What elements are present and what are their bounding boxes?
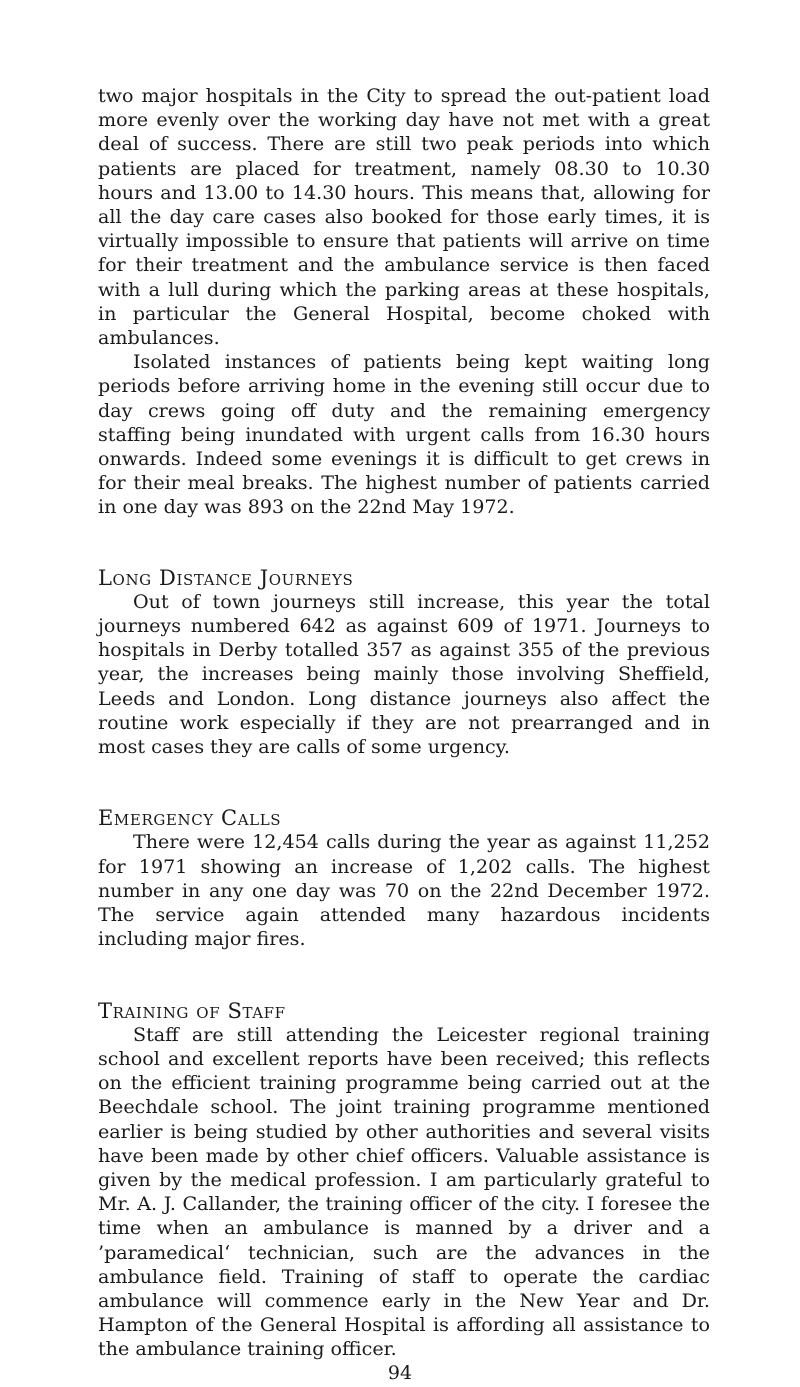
section-heading-training: Training of Staff [98, 998, 286, 1023]
intro-paragraph-1: two major hospitals in the City to spread the out-patient load more evenly over the working day have not met with a great deal of success. There are still two peak periods into which patients are placed for treatment, namely 08.30 to 10.30 hours and 13.00 to 14.30 hours. This means that, allowing for all the day care cases also booked for those early times, it is virtually impossible to ensure that patients will arrive on time for their treatment and the ambulance service is then faced with a lull during which the parking areas at these hospitals, in particular the General Hospital, become choked with ambulances. [98, 84, 710, 350]
emergency-paragraph: There were 12,454 calls during the year as against 11,252 for 1971 showing an increase of 1,202 calls. The highest number in any one day was 70 on the 22nd December 1972. The service again attended many hazardous incidents including major fires. [98, 830, 710, 951]
page-number: 94 [387, 1362, 413, 1384]
page-body [98, 84, 710, 1362]
intro-paragraph-2: Isolated instances of patients being kept waiting long periods before arriving home in the evening still occur due to day crews going off duty and the remaining emergency staffing being inundated with urgent calls from 16.30 hours onwards. Indeed some evenings it is difficult to get crews in for their meal breaks. The highest number of patients carried in one day was 893 on the 22nd May 1972. [98, 350, 710, 519]
section-heading-long-distance: Long Distance Journeys [98, 565, 354, 590]
long-distance-paragraph: Out of town journeys still increase, this year the total journeys numbered 642 as against 609 of 1971. Journeys to hospitals in Derby totalled 357 as against 355 of the previous year, the increases being mainly those involving Sheffield, Leeds and London. Long distance journeys also affect the routine work especially if they are not prearranged and in most cases they are calls of some urgency. [98, 589, 710, 759]
training-paragraph: Staff are still attending the Leicester regional training school and excellent reports have been received; this reflects on the efficient training programme being carried out at the Beechdale school. The joint training programme mentioned earlier is being studied by other authorities and several visits have been made by other chief officers. Valuable assistance is given by the medical profession. I am particularly grateful to Mr. A. J. Callander, the training officer of the city. I foresee the time when an ambulance is manned by a driver and a ’paramedical‘ technician, such are the advances in the ambulance field. Training of staff to operate the cardiac ambulance will commence early in the New Year and Dr. Hampton of the General Hospital is affording all assistance to the ambulance training officer. [98, 1022, 710, 1361]
section-heading-emergency: Emergency Calls [98, 806, 282, 831]
